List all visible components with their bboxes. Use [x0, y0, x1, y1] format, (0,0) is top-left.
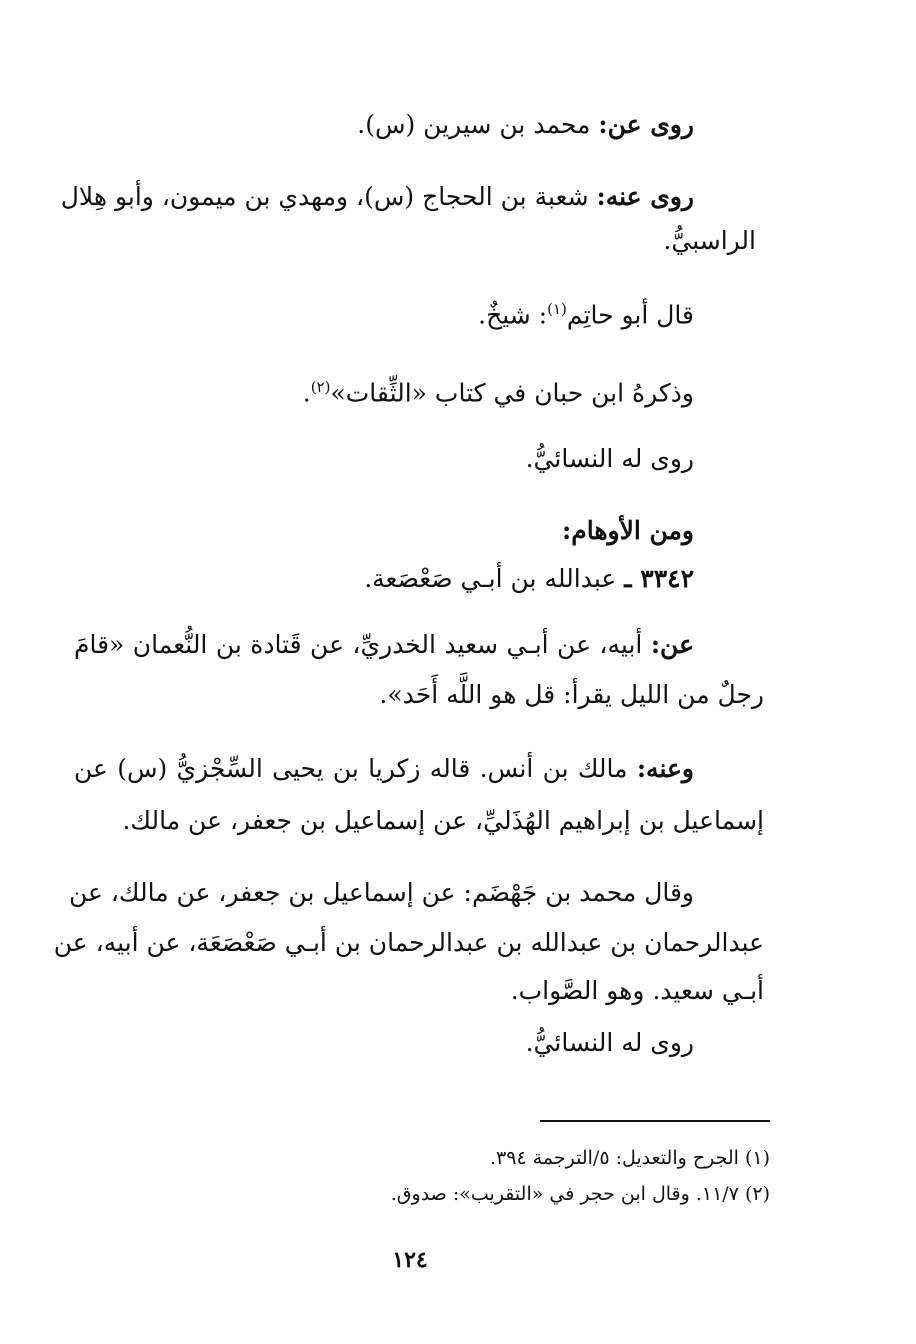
nasai-text-1: روى له النسائيُّ.: [525, 444, 694, 473]
footnote-divider: [540, 1120, 770, 1122]
an-line-2: [379, 678, 764, 712]
rawa-an-line: [357, 108, 694, 142]
awham-heading: [562, 514, 694, 548]
nasai-text-2: روى له النسائيُّ.: [525, 1028, 694, 1057]
rawa-anhu-line-2: [663, 224, 756, 258]
jahdam-line-3: [511, 974, 764, 1008]
footnote-1: [490, 1144, 770, 1172]
entry-number: ٣٣٤٢ ـ: [624, 564, 694, 593]
rawa-anhu-text-2: الراسبيُّ.: [663, 226, 756, 255]
entry-name: عبدالله بن أبـي صَعْصَعة.: [364, 564, 617, 593]
jahdam-text-2: عبدالرحمان بن عبدالله بن عبدالرحمان بن أبـي صَعْصَعَة، عن أبيه، عن: [53, 928, 764, 957]
jahdam-text-1: وقال محمد بن جَهْضَم: عن إسماعيل بن جعفر، عن مالك، عن: [68, 878, 694, 907]
abu-hatim-pre: قال أبو حاتِم: [566, 300, 694, 330]
footnote-ref-2[interactable]: (٢): [310, 378, 331, 396]
jahdam-line-2: [53, 926, 764, 960]
footnote-2: [391, 1180, 770, 1208]
page-number: ١٢٤: [392, 1247, 428, 1273]
rawa-anhu-text: شعبة بن الحجاج (س)، ومهدي بن ميمون، وأبو هِلال: [60, 182, 589, 211]
rawa-an-text: محمد بن سيرين (س).: [357, 110, 591, 139]
wa-anhu-line: [74, 752, 694, 786]
ibn-hibban-line: [303, 370, 694, 410]
rawa-anhu-label: روى عنه:: [596, 182, 694, 211]
footnote-1-text: (١) الجرح والتعديل: ٥/الترجمة ٣٩٤.: [490, 1147, 770, 1169]
ibn-hibban-pre: وذكرهُ ابن حبان في كتاب «الثِّقات»: [330, 378, 694, 408]
entry-title: [364, 562, 694, 596]
an-text-2: رجلٌ من الليل يقرأ: قل هو اللَّه أَحَد».: [379, 680, 764, 709]
abu-hatim-post: : شيخٌ.: [478, 300, 548, 330]
an-line: [74, 628, 694, 662]
wa-anhu-line-2: [122, 804, 764, 838]
rawa-anhu-line: [60, 180, 694, 214]
abu-hatim-line: [478, 292, 694, 332]
ibn-hibban-post: .: [302, 378, 311, 408]
jahdam-line-1: [68, 876, 694, 910]
wa-anhu-label: وعنه:: [636, 754, 694, 783]
an-label: عن:: [650, 630, 694, 659]
nasai-line-2: [526, 1026, 694, 1060]
nasai-line-1: [526, 442, 694, 476]
awham-heading-text: ومن الأوهام:: [562, 516, 694, 545]
wa-anhu-text: مالك بن أنس. قاله زكريا بن يحيى السِّجْزيُّ (س) عن: [74, 754, 628, 783]
an-text: أبيه، عن أبـي سعيد الخدريِّ، عن قَتادة بن النُّعمان «قامَ: [74, 630, 643, 659]
footnote-ref-1[interactable]: (١): [547, 300, 567, 318]
wa-anhu-text-2: إسماعيل بن إبراهيم الهُذَليِّ، عن إسماعيل بن جعفر، عن مالك.: [122, 806, 764, 835]
footnote-2-text: (٢) ١١/٧. وقال ابن حجر في «التقريب»: صدوق.: [390, 1183, 770, 1205]
rawa-an-label: روى عن:: [598, 110, 694, 139]
jahdam-text-3: أبـي سعيد. وهو الصَّواب.: [510, 976, 764, 1005]
